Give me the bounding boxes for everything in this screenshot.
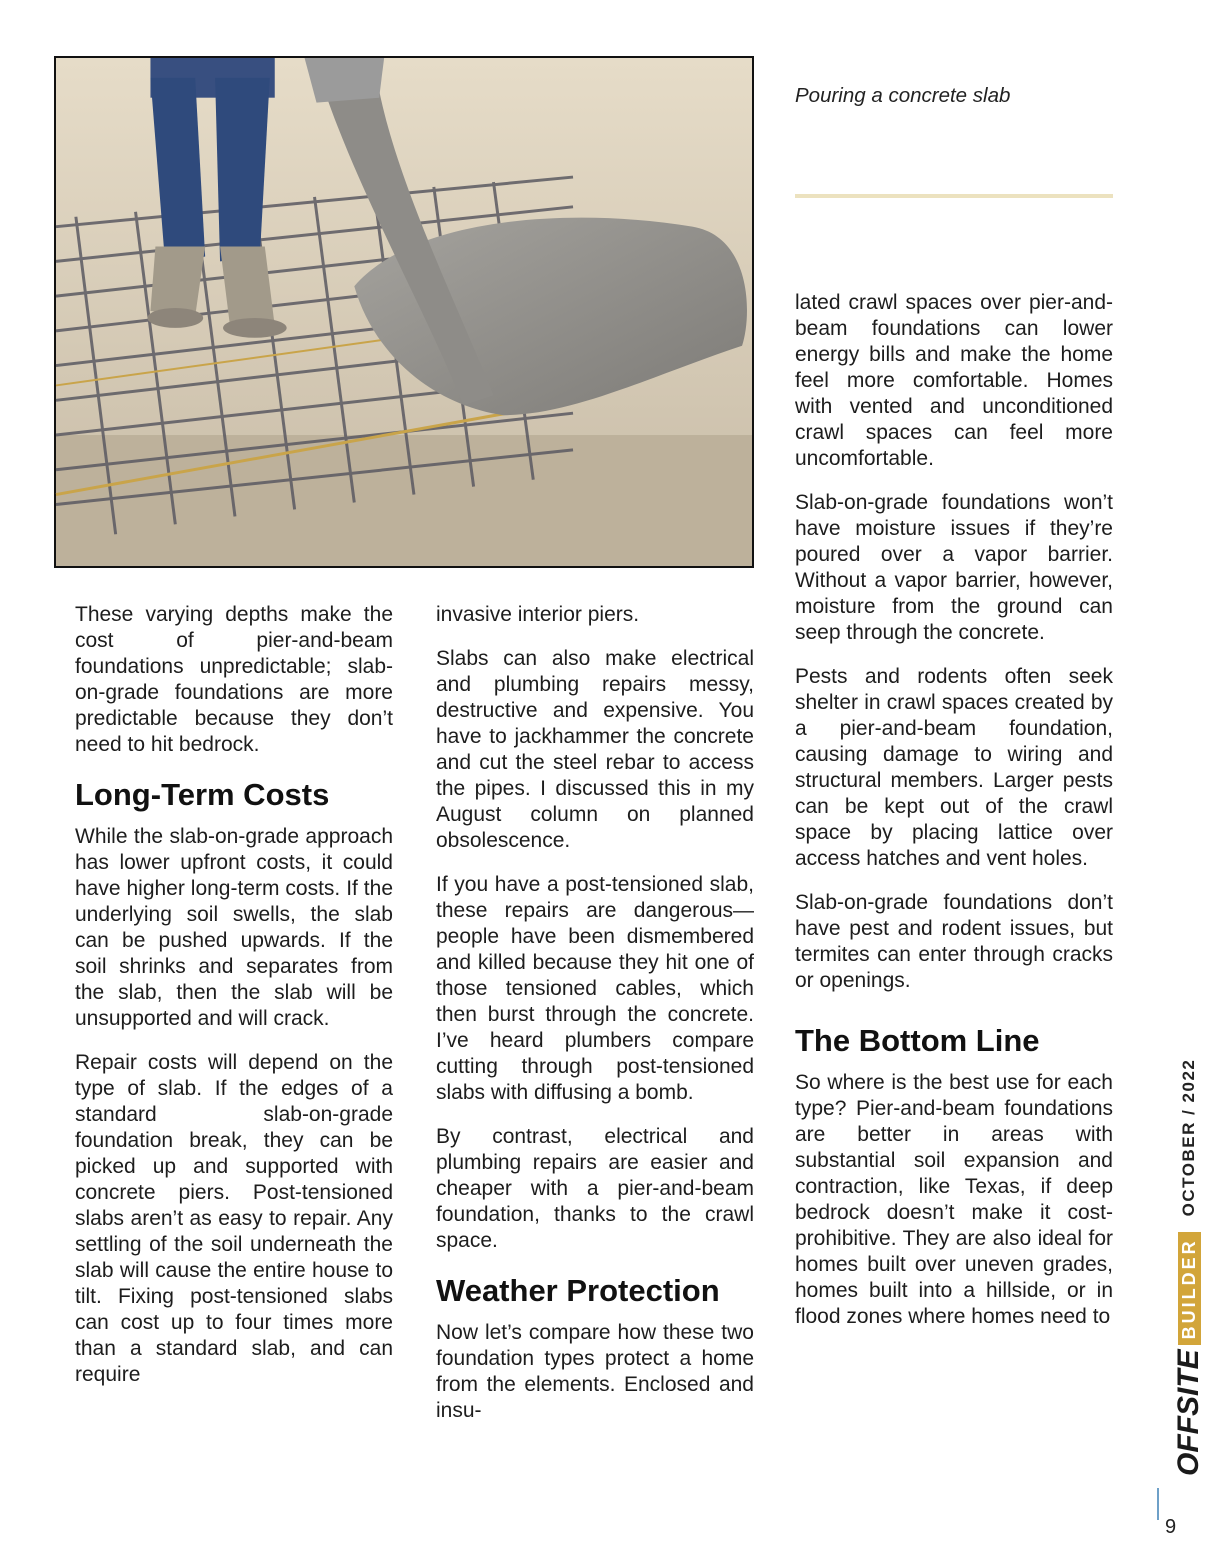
paragraph: While the slab-on-grade approach has lower upfront costs, it could have higher long-term costs. If the underlying soil swells, the slab can be pushed upwards. If the soil shrinks and separates from the slab, then the slab will be unsupported and will crack.: [75, 825, 393, 1030]
magazine-sidebar: [1172, 1059, 1206, 1476]
paragraph: Repair costs will depend on the type of slab. If the edges of a standard slab-on-grade foundation break, they can be picked up and supported with concrete piers. Post-tensioned slabs aren’t as easy to repair. Any settling of the soil underneath the slab will cause the entire house to tilt. Fixing post-tensioned slabs can cost up to four times more than a standard slab, and can require: [75, 1051, 393, 1386]
page-number: 9: [1165, 1516, 1177, 1538]
paragraph: If you have a post-tensioned slab, these repairs are dangerous—people have been dismembered and killed because they hit one of those tensioned cables, which then burst through the concrete. I’ve heard plumbers compare cutting through post-tensioned slabs with diffusing a bomb.: [436, 873, 754, 1104]
column-3: [795, 290, 1113, 1348]
paragraph: Slab-on-grade foundations won’t have moisture issues if they’re poured over a vapor barrier. Without a vapor barrier, however, moisture from the ground can seep through the concrete.: [795, 491, 1113, 644]
photo-illustration: [56, 58, 752, 566]
paragraph: Now let’s compare how these two foundation types protect a home from the elements. Enclosed and insu-: [436, 1321, 754, 1422]
paragraph: Slabs can also make electrical and plumbing repairs messy, destructive and expensive. You have to jackhammer the concrete and cut the steel rebar to access the pipes. I discussed this in my August column on planned obsolescence.: [436, 647, 754, 852]
brand-logo-builder: BUILDER: [1178, 1232, 1201, 1345]
issue-date: OCTOBER / 2022: [1179, 1058, 1198, 1217]
paragraph: Slab-on-grade foundations don’t have pest and rodent issues, but termites can enter through cracks or openings.: [795, 891, 1113, 992]
paragraph: So where is the best use for each type? Pier-and-beam foundations are better in areas with substantial soil expansion and contraction, like Texas, if deep bedrock doesn’t make it cost-prohibitive. They are also ideal for homes built over uneven grades, homes built into a hillside, or in flood zones where homes need to: [795, 1071, 1113, 1328]
heading-bottom-line: The Bottom Line: [795, 1023, 1040, 1058]
paragraph: By contrast, electrical and plumbing repairs are easier and cheaper with a pier-and-beam foundation, thanks to the crawl space.: [436, 1125, 754, 1252]
heading-weather-protection: Weather Protection: [436, 1273, 720, 1308]
brand-logo-offsite: OFFSITE: [1172, 1349, 1205, 1476]
caption-divider: [795, 194, 1113, 198]
column-1: [75, 602, 393, 1406]
photo-caption: Pouring a concrete slab: [795, 84, 1011, 107]
page-number-divider: [1157, 1488, 1159, 1520]
paragraph: invasive interior piers.: [436, 603, 640, 626]
heading-long-term-costs: Long-Term Costs: [75, 777, 330, 812]
concrete-pour-photo: [54, 56, 754, 568]
paragraph: lated crawl spaces over pier-and-beam foundations can lower energy bills and make the home feel more comfortable. Homes with vented and unconditioned crawl spaces can feel more uncomfortable.: [795, 291, 1113, 470]
paragraph: These varying depths make the cost of pier-and-beam foundations unpredictable; slab-on-grade foundations are more predictable because they don’t need to hit bedrock.: [75, 603, 393, 756]
paragraph: Pests and rodents often seek shelter in crawl spaces created by a pier-and-beam foundation, causing damage to wiring and structural members. Larger pests can be kept out of the crawl space by placing lattice over access hatches and vent holes.: [795, 665, 1113, 870]
column-2: [436, 602, 754, 1442]
